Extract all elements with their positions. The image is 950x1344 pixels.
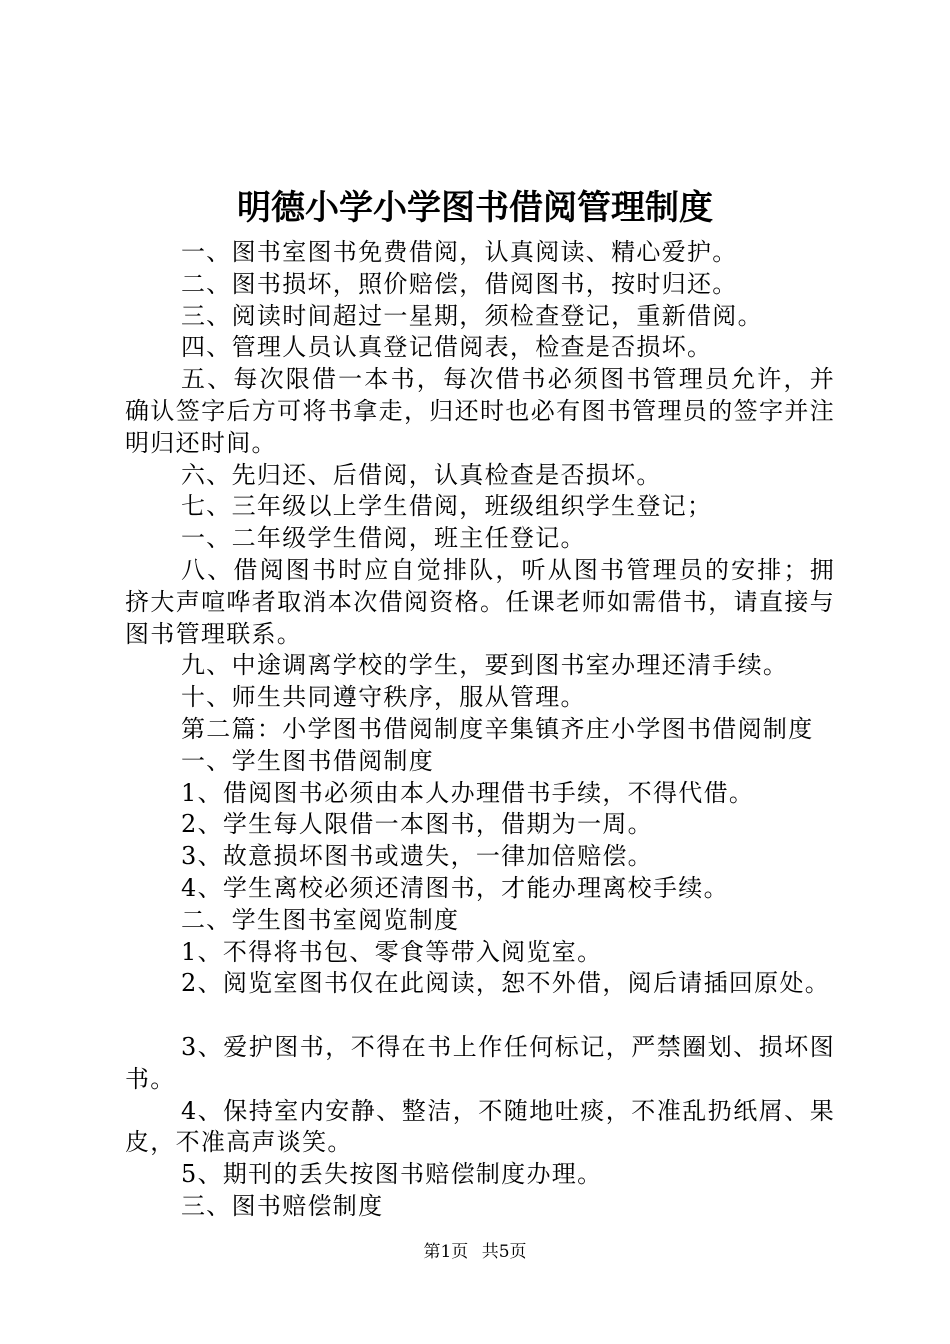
paragraph: 八、借阅图书时应自觉排队，听从图书管理员的安排；拥挤大声喧哗者取消本次借阅资格。任课老师如需借书，请直接与图书管理联系。 xyxy=(125,555,835,648)
paragraph: 一、图书室图书免费借阅，认真阅读、精心爱护。 xyxy=(181,238,738,266)
document-title: 明德小学小学图书借阅管理制度 xyxy=(237,188,713,228)
paragraph: 二、图书损坏，照价赔偿，借阅图书，按时归还。 xyxy=(181,269,738,298)
page-number: 第1页 xyxy=(423,1242,469,1262)
section-heading: 三、图书赔偿制度 xyxy=(181,1191,384,1220)
paragraph: 九、中途调离学校的学生，要到图书室办理还清手续。 xyxy=(181,651,789,680)
paragraph: 2、学生每人限借一本图书，借期为一周。 xyxy=(181,810,653,839)
paragraph: 一、二年级学生借阅，班主任登记。 xyxy=(181,524,586,553)
paragraph: 4、保持室内安静、整洁，不随地吐痰，不准乱扔纸屑、果皮，不准高声谈笑。 xyxy=(125,1096,835,1157)
paragraph: 5、期刊的丢失按图书赔偿制度办理。 xyxy=(181,1160,603,1189)
page-total: 共5页 xyxy=(481,1242,527,1262)
paragraph: 4、学生离校必须还清图书，才能办理离校手续。 xyxy=(181,873,729,902)
paragraph: 十、师生共同遵守秩序，服从管理。 xyxy=(181,683,586,712)
paragraph: 七、三年级以上学生借阅，班级组织学生登记； xyxy=(181,492,713,521)
section-heading: 一、学生图书借阅制度 xyxy=(181,746,434,775)
paragraph: 三、阅读时间超过一星期，须检查登记，重新借阅。 xyxy=(181,301,763,330)
document-body xyxy=(125,237,835,1223)
paragraph: 3、故意损坏图书或遗失，一律加倍赔偿。 xyxy=(181,842,653,871)
blank-line xyxy=(125,1000,835,1032)
paragraph: 3、爱护图书，不得在书上作任何标记，严禁圈划、损坏图书。 xyxy=(125,1032,835,1093)
page-footer xyxy=(0,1240,950,1264)
section-heading: 第二篇：小学图书借阅制度辛集镇齐庄小学图书借阅制度 xyxy=(181,714,814,743)
paragraph: 1、借阅图书必须由本人办理借书手续，不得代借。 xyxy=(181,778,755,807)
paragraph: 1、不得将书包、零食等带入阅览室。 xyxy=(181,937,603,966)
paragraph: 六、先归还、后借阅，认真检查是否损坏。 xyxy=(181,460,662,489)
paragraph: 四、管理人员认真登记借阅表，检查是否损坏。 xyxy=(181,333,713,362)
section-heading: 二、学生图书室阅览制度 xyxy=(181,905,460,934)
paragraph: 五、每次限借一本书，每次借书必须图书管理员允许，并确认签字后方可将书拿走，归还时也必有图书管理员的签字并注明归还时间。 xyxy=(125,365,835,457)
paragraph: 2、阅览室图书仅在此阅读，恕不外借，阅后请插回原处。 xyxy=(181,969,831,998)
